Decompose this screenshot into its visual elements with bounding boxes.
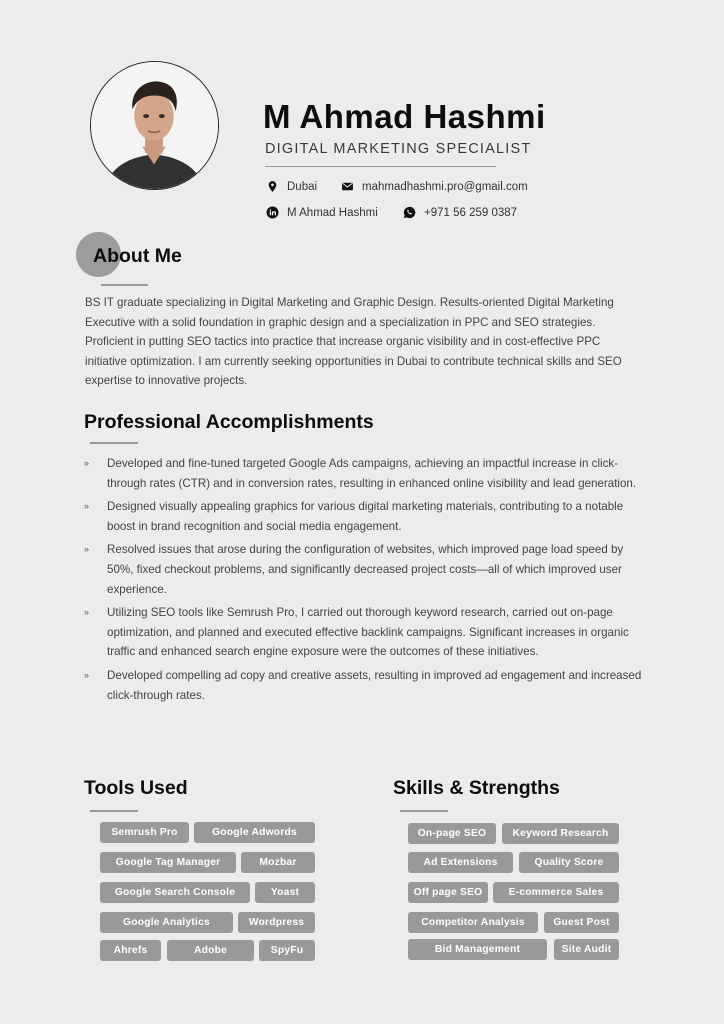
skills-heading: Skills & Strengths [393, 777, 560, 799]
linkedin-icon [266, 206, 279, 219]
skill-tag: Site Audit [554, 939, 619, 960]
phone-text[interactable]: +971 56 259 0387 [424, 206, 518, 219]
bullet-mark: » [84, 458, 90, 468]
tool-tag: Yoast [255, 882, 315, 903]
contact-email[interactable] [341, 180, 528, 193]
about-heading: About Me [93, 245, 182, 267]
tool-tag: SpyFu [259, 940, 315, 961]
tool-tag: Google Tag Manager [100, 852, 236, 873]
tool-tag: Adobe [167, 940, 254, 961]
list-item-text: Resolved issues that arose during the configuration of websites, which improved page load speed by 50%, fixed checkout problems, and significantly decreased project costs—all of which improved user experience. [107, 543, 624, 596]
list-item [84, 540, 644, 599]
profile-photo [90, 61, 219, 190]
skill-tag: Ad Extensions [408, 852, 513, 873]
bullet-mark: » [84, 607, 90, 618]
about-text: BS IT graduate specializing in Digital Marketing and Graphic Design. Results-oriented Digital Marketing Executive with a solid foundation in graphic design and a specialization in PPC and SEO strategies. Proficient in putting SEO tactics into practice that increase organic visibility and in cost-effective PPC initiative optimization. I am currently seeking opportunities in Dubai to contribute technical skills and SEO expertise to innovative projects. [85, 296, 622, 388]
accomplishments-heading-rule [90, 442, 138, 444]
list-item-text: Utilizing SEO tools like Semrush Pro, I carried out thorough keyword research, carried out on-page optimization, and planned and executed effective backlink campaigns. Significant increases in organic traffic and enhanced search engine exposure were the outcomes of these initiatives. [107, 606, 629, 659]
list-item-text: Designed visually appealing graphics for various digital marketing materials, contributing to a notable boost in brand recognition and social media engagement. [107, 500, 624, 533]
tool-tag: Mozbar [241, 852, 315, 873]
tools-heading: Tools Used [84, 777, 188, 799]
tool-tag: Ahrefs [100, 940, 161, 961]
tool-tag: Google Analytics [100, 912, 233, 933]
linkedin-text[interactable]: M Ahmad Hashmi [287, 206, 378, 219]
skill-tag: On-page SEO [408, 823, 496, 844]
accomplishments-list [84, 454, 644, 709]
accomplishments-heading: Professional Accomplishments [84, 411, 374, 433]
candidate-name: M Ahmad Hashmi [263, 98, 546, 135]
contact-linkedin[interactable] [266, 206, 378, 219]
location-text: Dubai [287, 180, 318, 193]
about-heading-rule [101, 284, 148, 286]
bullet-mark: » [84, 544, 90, 555]
list-item [84, 454, 644, 493]
list-item [84, 497, 644, 536]
skills-heading-rule [400, 810, 448, 812]
list-item [84, 666, 644, 705]
list-item-text: Developed and fine-tuned targeted Google Ads campaigns, achieving an impactful increase in click-through rates (CTR) and in conversion rates, resulting in enhanced online visibility and lead generation. [107, 457, 637, 490]
bullet-mark: » [84, 501, 90, 512]
skill-tag: Keyword Research [502, 823, 619, 844]
tool-tag: Wordpress [238, 912, 315, 933]
title-divider [265, 166, 496, 167]
list-item-text: Developed compelling ad copy and creative assets, resulting in improved ad engagement and increased click-through rates. [107, 668, 642, 702]
contact-phone[interactable] [403, 206, 517, 219]
tool-tag: Google Search Console [100, 882, 250, 903]
job-title: DIGITAL MARKETING SPECIALIST [265, 141, 532, 157]
skill-tag: Bid Management [408, 939, 547, 960]
contact-location [266, 180, 317, 193]
email-text[interactable]: mahmadhashmi.pro@gmail.com [362, 180, 528, 193]
tools-heading-rule [90, 810, 138, 812]
skill-tag: E-commerce Sales [493, 882, 619, 903]
tool-tag: Semrush Pro [100, 822, 189, 843]
skill-tag: Quality Score [519, 852, 619, 873]
skill-tag: Off page SEO [408, 882, 488, 903]
location-pin-icon [266, 180, 279, 193]
skill-tag: Competitor Analysis [408, 912, 538, 933]
tool-tag: Google Adwords [194, 822, 315, 843]
bullet-mark: » [84, 669, 90, 680]
mail-icon [341, 180, 354, 193]
whatsapp-icon [403, 206, 416, 219]
skill-tag: Guest Post [544, 912, 619, 933]
list-item [84, 603, 644, 662]
